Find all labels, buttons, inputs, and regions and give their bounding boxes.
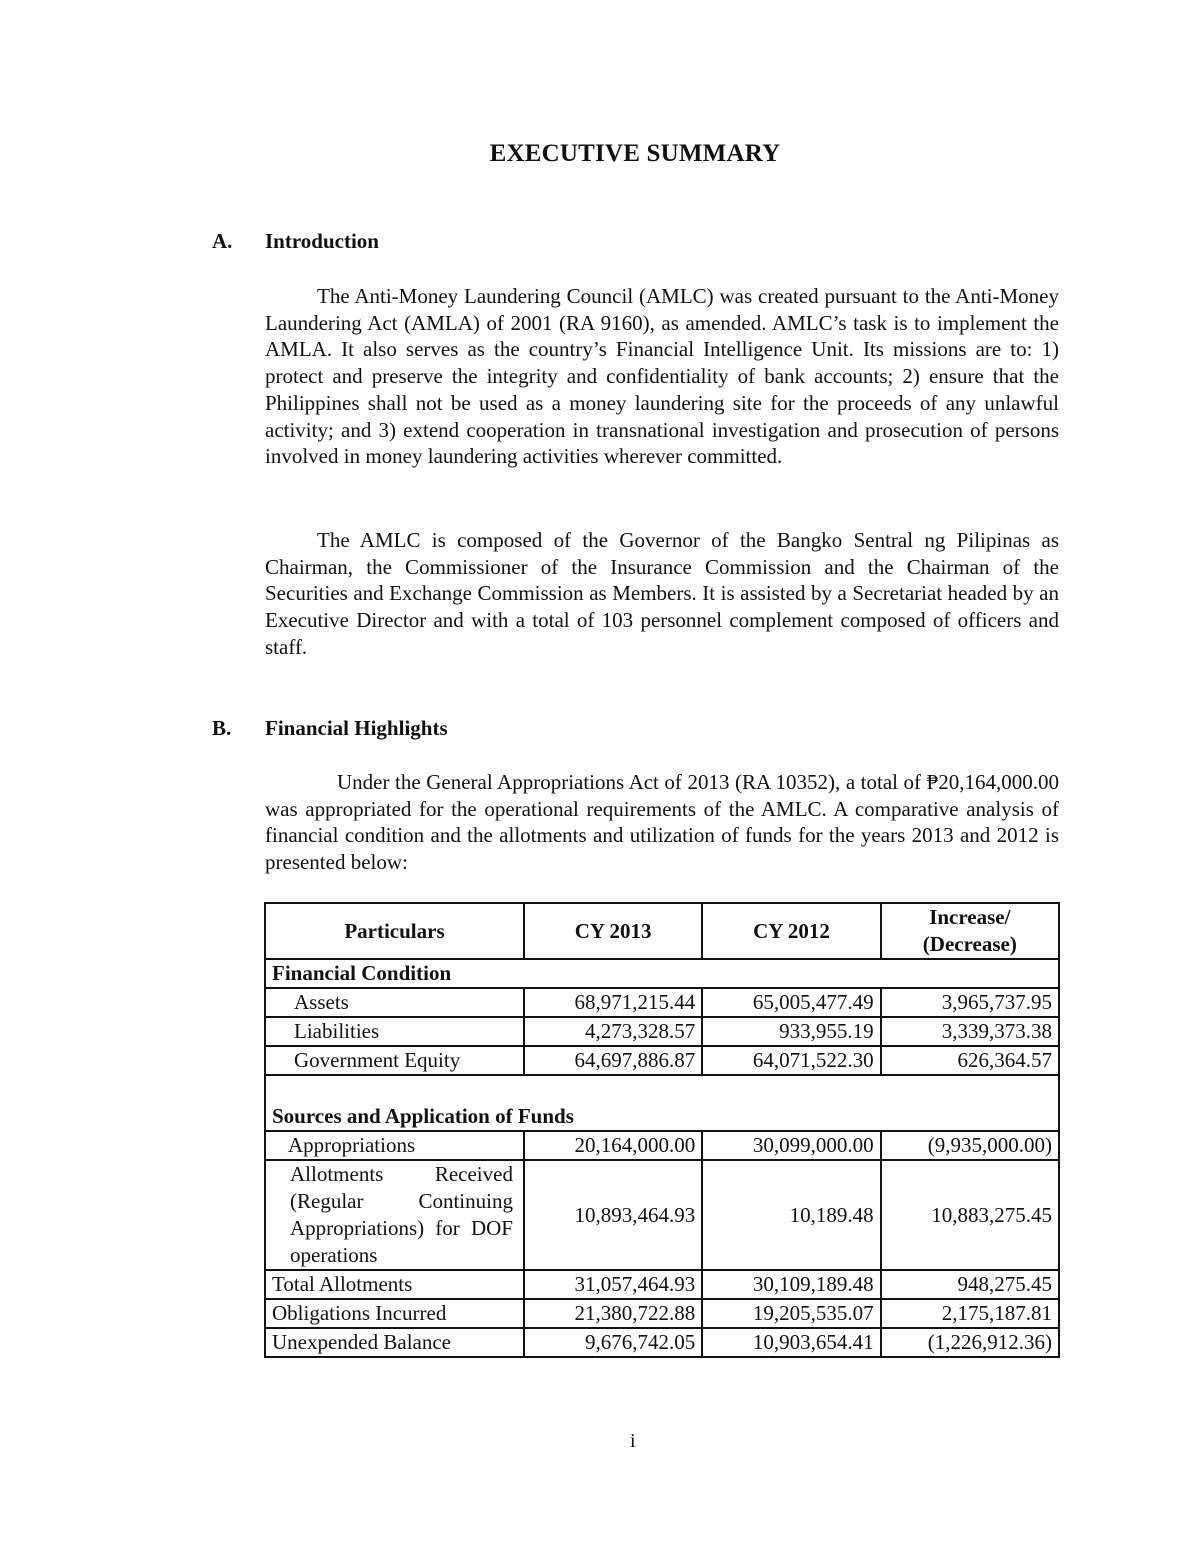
group-sources-application: Sources and Application of Funds <box>265 1075 1059 1131</box>
cell-change: (1,226,912.36) <box>881 1328 1059 1357</box>
section-number: B. <box>212 716 232 740</box>
cell-cy2012: 65,005,477.49 <box>702 988 880 1017</box>
row-label: Assets <box>265 988 524 1017</box>
page-number: i <box>630 1430 636 1452</box>
cell-cy2013: 31,057,464.93 <box>524 1270 702 1299</box>
table-row <box>265 1017 1059 1046</box>
cell-change: (9,935,000.00) <box>881 1131 1059 1160</box>
cell-cy2012: 933,955.19 <box>702 1017 880 1046</box>
row-label: Total Allotments <box>265 1270 524 1299</box>
cell-change: 626,364.57 <box>881 1046 1059 1075</box>
header-change: Increase/ (Decrease) <box>881 903 1059 959</box>
cell-cy2012: 64,071,522.30 <box>702 1046 880 1075</box>
cell-cy2013: 9,676,742.05 <box>524 1328 702 1357</box>
cell-change: 3,339,373.38 <box>881 1017 1059 1046</box>
row-label: Government Equity <box>265 1046 524 1075</box>
cell-cy2012: 30,099,000.00 <box>702 1131 880 1160</box>
section-title: Introduction <box>265 229 379 253</box>
financial-table <box>264 902 1060 1358</box>
table-row <box>265 1131 1059 1160</box>
header-cy2013: CY 2013 <box>524 903 702 959</box>
table-row <box>265 988 1059 1017</box>
group-row <box>265 959 1059 988</box>
financial-paragraph: Under the General Appropriations Act of 2013 (RA 10352), a total of ₱20,164,000.00 was appropriated for the operational requirements of the AMLC. A comparative analysis of financial condition and the allotments and utilization of funds for the years 2013 and 2012 is presented below: <box>265 770 1059 875</box>
row-label: Liabilities <box>265 1017 524 1046</box>
row-label: Allotments Received (Regular Continuing Appropriations) for DOF operations <box>265 1160 524 1270</box>
cell-cy2012: 10,903,654.41 <box>702 1328 880 1357</box>
cell-cy2012: 10,189.48 <box>702 1160 880 1270</box>
cell-change: 2,175,187.81 <box>881 1299 1059 1328</box>
intro-paragraph-2: The AMLC is composed of the Governor of the Bangko Sentral ng Pilipinas as Chairman, the Commissioner of the Insurance Commission and the Chairman of the Securities and Exchange Commission as Members. It is assisted by a Secretariat headed by an Executive Director and with a total of 103 personnel complement composed of officers and staff. <box>265 528 1059 659</box>
group-financial-condition: Financial Condition <box>265 959 1059 988</box>
cell-cy2013: 4,273,328.57 <box>524 1017 702 1046</box>
cell-cy2013: 68,971,215.44 <box>524 988 702 1017</box>
table-row <box>265 1328 1059 1357</box>
intro-paragraph-1: The Anti-Money Laundering Council (AMLC) was created pursuant to the Anti-Money Laundering Act (AMLA) of 2001 (RA 9160), as amended. AMLC’s task is to implement the AMLA. It also serves as the country’s Financial Intelligence Unit. Its missions are to: 1) protect and preserve the integrity and confidentiality of bank accounts; 2) ensure that the Philippines shall not be used as a money laundering site for the proceeds of any unlawful activity; and 3) extend cooperation in transnational investigation and prosecution of persons involved in money laundering activities wherever committed. <box>265 284 1059 469</box>
cell-cy2012: 30,109,189.48 <box>702 1270 880 1299</box>
header-cy2012: CY 2012 <box>702 903 880 959</box>
table-header-row <box>265 903 1059 959</box>
row-label: Appropriations <box>265 1131 524 1160</box>
table-row <box>265 1160 1059 1270</box>
cell-cy2013: 20,164,000.00 <box>524 1131 702 1160</box>
table-row <box>265 1046 1059 1075</box>
header-particulars: Particulars <box>265 903 524 959</box>
cell-cy2012: 19,205,535.07 <box>702 1299 880 1328</box>
section-title: Financial Highlights <box>265 716 448 740</box>
cell-change: 948,275.45 <box>881 1270 1059 1299</box>
cell-cy2013: 21,380,722.88 <box>524 1299 702 1328</box>
row-label: Unexpended Balance <box>265 1328 524 1357</box>
cell-cy2013: 10,893,464.93 <box>524 1160 702 1270</box>
section-number: A. <box>212 229 233 253</box>
table-row <box>265 1270 1059 1299</box>
row-label: Obligations Incurred <box>265 1299 524 1328</box>
table-row <box>265 1299 1059 1328</box>
cell-cy2013: 64,697,886.87 <box>524 1046 702 1075</box>
cell-change: 10,883,275.45 <box>881 1160 1059 1270</box>
page-title: EXECUTIVE SUMMARY <box>489 140 781 167</box>
cell-change: 3,965,737.95 <box>881 988 1059 1017</box>
group-row <box>265 1075 1059 1131</box>
